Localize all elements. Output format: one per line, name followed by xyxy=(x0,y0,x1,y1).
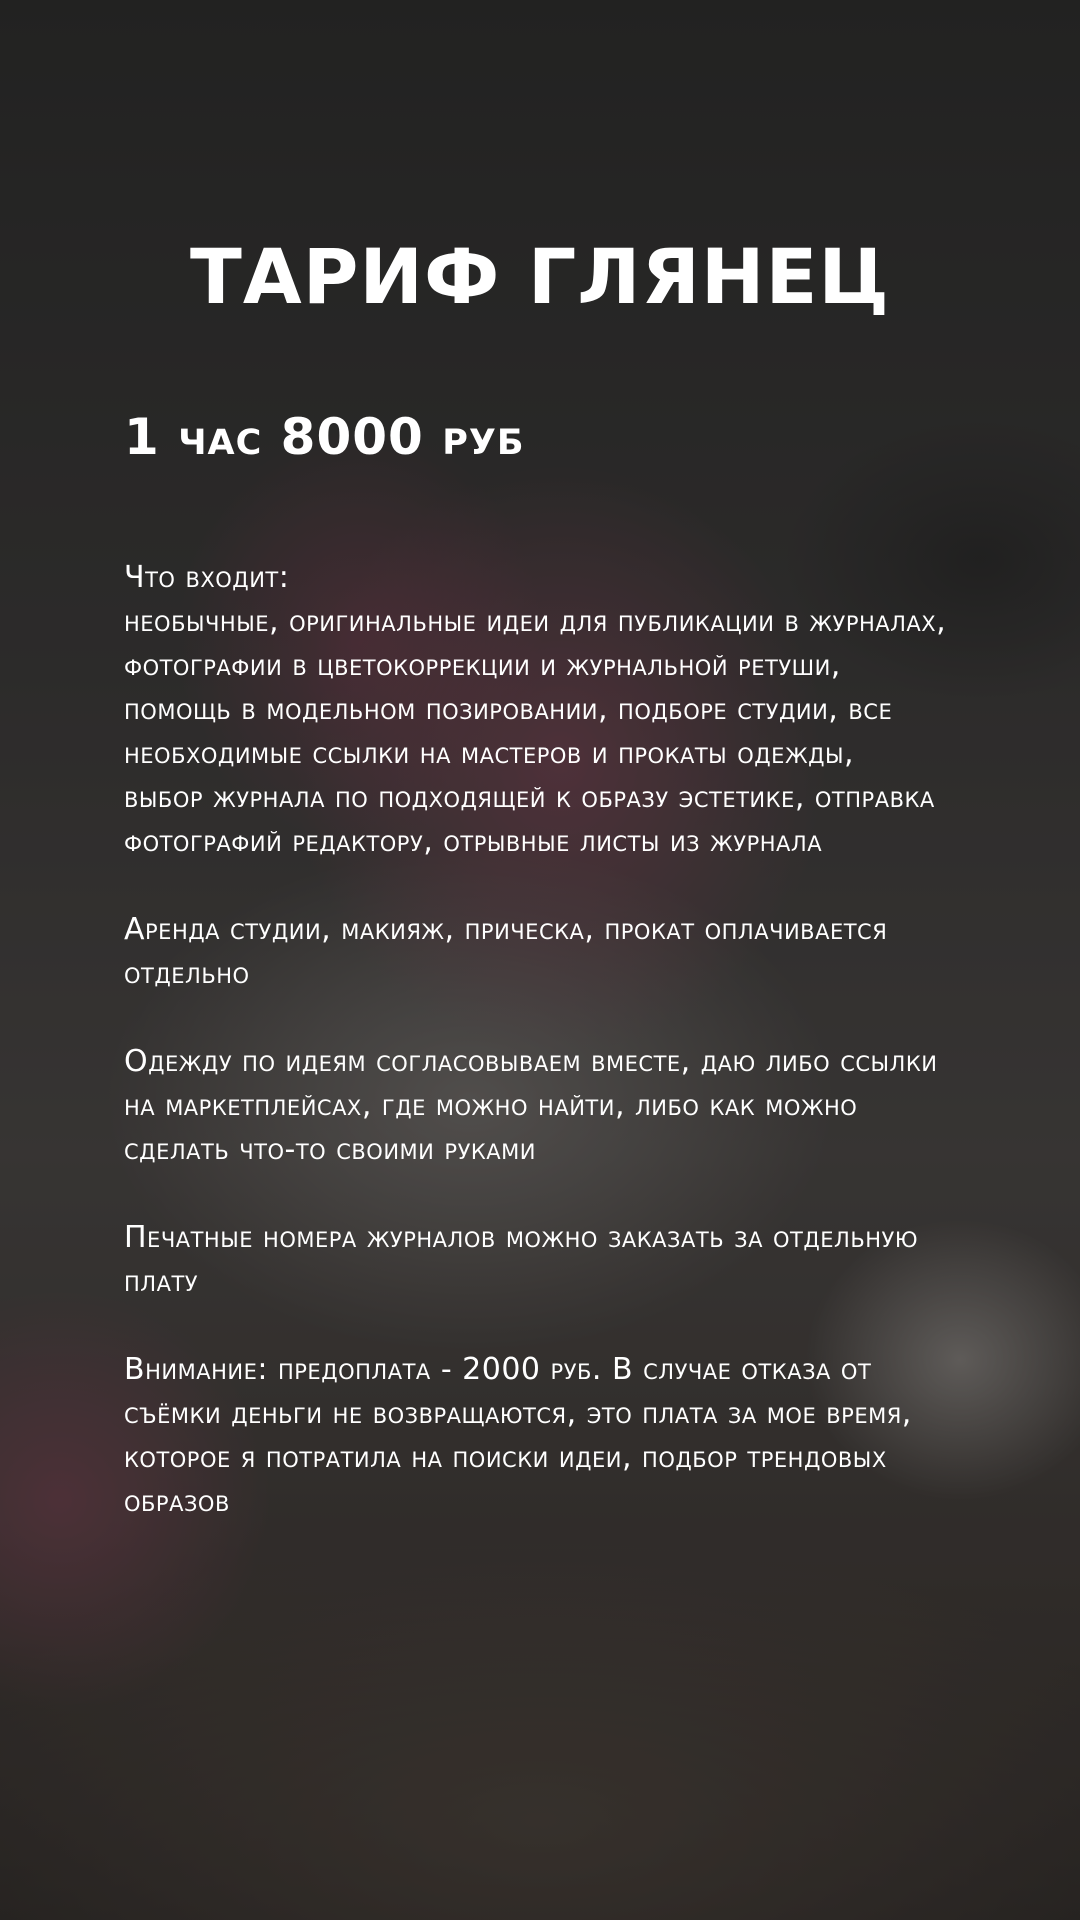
attention-note: Внимание: предоплата - 2000 руб. В случае отказа от съёмки деньги не возвращаются, это плата за мое время, которое я потратила на поиски идеи, подбор трендовых образов xyxy=(124,1352,912,1519)
includes-heading: Что входит: xyxy=(124,560,290,595)
clothing-note: Одежду по идеям согласовываем вместе, даю либо ссылки на маркетплейсах, где можно найти, либо как можно сделать что-то своими руками xyxy=(124,1044,938,1167)
extra-paid-note: Аренда студии, макияж, прическа, прокат оплачивается отдельно xyxy=(124,912,888,991)
price-label: 1 час 8000 руб xyxy=(124,408,525,466)
spacer xyxy=(124,1172,964,1216)
spacer xyxy=(124,996,964,1040)
spacer xyxy=(124,864,964,908)
tariff-description xyxy=(124,556,964,1524)
includes-item-posing: помощь в модельном позировании, подборе студии, все необходимые ссылки на мастеров и прокаты одежды, xyxy=(124,692,893,771)
spacer xyxy=(124,1304,964,1348)
page-title: ТАРИФ ГЛЯНЕЦ xyxy=(190,232,890,321)
includes-item-magazine: выбор журнала по подходящей к образу эстетике, отправка фотографий редактору, отрывные листы из журнала xyxy=(124,780,935,859)
print-note: Печатные номера журналов можно заказать за отдельную плату xyxy=(124,1220,918,1299)
includes-item-ideas: необычные, оригинальные идеи для публикации в журналах, фотографии в цветокоррекции и журнальной ретуши, xyxy=(124,604,947,683)
